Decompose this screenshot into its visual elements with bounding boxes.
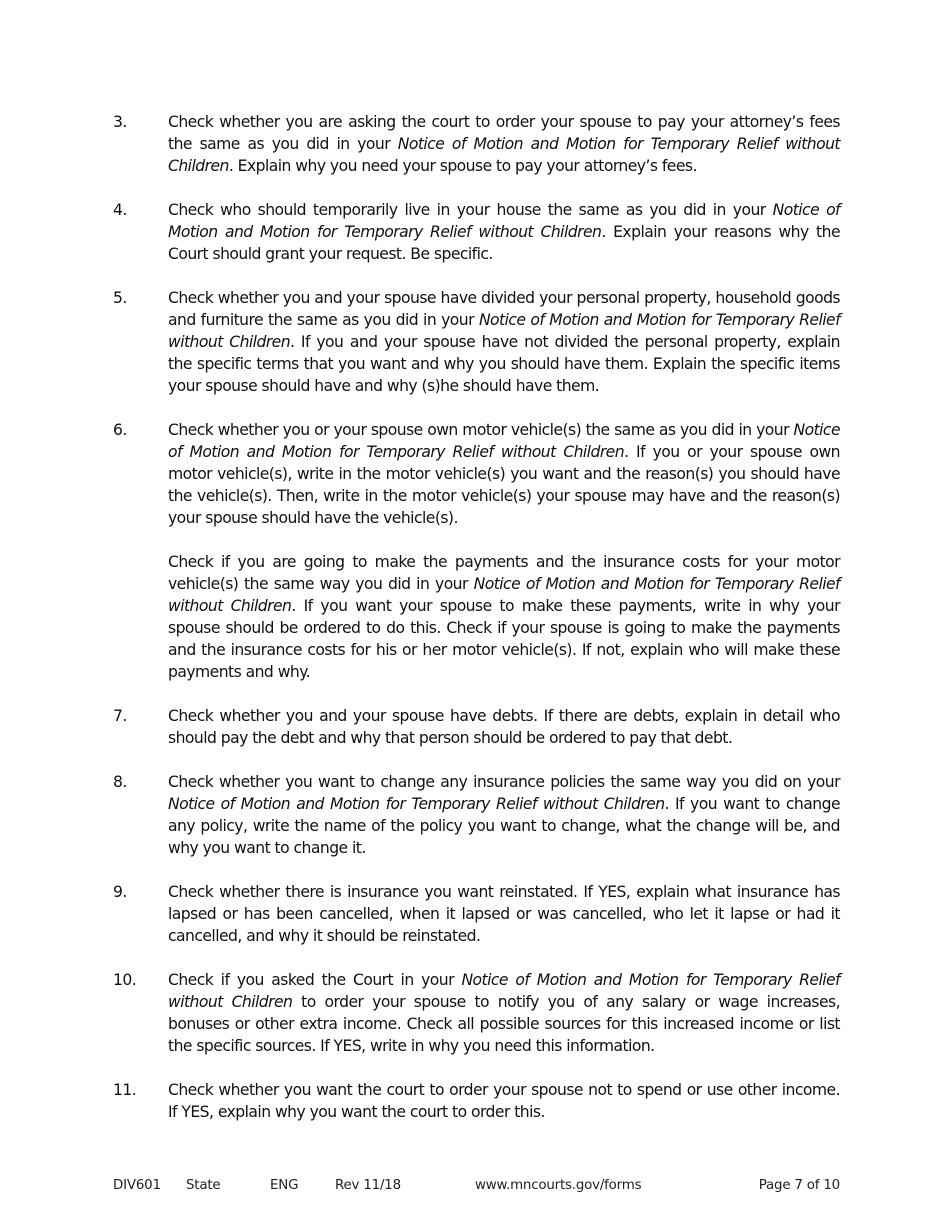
item-number: 8. bbox=[113, 773, 127, 791]
page-footer bbox=[113, 1178, 840, 1198]
item-paragraph bbox=[168, 111, 840, 177]
instruction-item bbox=[113, 287, 840, 397]
form-title-reference: Notice of Motion and Motion for Temporary Relief without Children bbox=[168, 795, 665, 813]
instruction-item bbox=[113, 419, 840, 683]
paragraph-text: Check whether you want the court to order your spouse not to spend or use other income. If YES, explain why you want the court to order this. bbox=[168, 1081, 840, 1121]
paragraph-text: . If you and your spouse have not divided the personal property, explain the specific terms that you want and why you should have them. Explain the specific items your spouse should have and why (s)he should have them. bbox=[168, 333, 840, 395]
footer-form-id: DIV601 bbox=[113, 1178, 161, 1193]
item-body bbox=[168, 287, 840, 397]
instruction-item bbox=[113, 705, 840, 749]
paragraph-text: Check who should temporarily live in your house the same as you did in your bbox=[168, 201, 773, 219]
instruction-item bbox=[113, 111, 840, 177]
instruction-item bbox=[113, 771, 840, 859]
item-number: 4. bbox=[113, 201, 127, 219]
paragraph-text: Check if you asked the Court in your bbox=[168, 971, 462, 989]
footer-language: ENG bbox=[270, 1178, 299, 1193]
item-body bbox=[168, 1079, 840, 1123]
item-body bbox=[168, 199, 840, 265]
paragraph-text: Check whether you or your spouse own motor vehicle(s) the same as you did in your bbox=[168, 421, 794, 439]
form-title-reference: Notice of Motion and Motion for Temporary Relief without Children bbox=[168, 421, 840, 461]
paragraph-text: . Explain why you need your spouse to pay your attorney’s fees. bbox=[228, 157, 697, 175]
item-number: 11. bbox=[113, 1081, 137, 1099]
item-body bbox=[168, 969, 840, 1057]
form-title-reference: Notice of Motion and Motion for Temporary Relief without Children bbox=[168, 311, 841, 351]
item-body bbox=[168, 111, 840, 177]
paragraph-text: . Explain your reasons why the Court should grant your request. Be specific. bbox=[168, 223, 841, 263]
form-title-reference: Notice of Motion and Motion for Temporary Relief without Children bbox=[168, 201, 841, 241]
item-paragraph bbox=[168, 551, 840, 683]
instruction-item bbox=[113, 1079, 840, 1123]
paragraph-text: Check if you are going to make the payments and the insurance costs for your motor vehicle(s) the same way you did in your bbox=[168, 553, 840, 593]
form-title-reference: Notice of Motion and Motion for Temporary Relief without Children bbox=[168, 575, 840, 615]
item-body bbox=[168, 771, 840, 859]
item-number: 3. bbox=[113, 113, 127, 131]
footer-page-number: Page 7 of 10 bbox=[758, 1178, 840, 1193]
item-paragraph bbox=[168, 419, 840, 529]
form-title-reference: Notice of Motion and Motion for Temporary Relief without Children bbox=[168, 971, 840, 1011]
form-title-reference: Notice of Motion and Motion for Temporary Relief without Children bbox=[168, 135, 840, 175]
item-paragraph bbox=[168, 771, 840, 859]
paragraph-text: to order your spouse to notify you of any salary or wage increases, bonuses or other extra income. Check all possible sources for this increased income or list the specific sources. If YES, write in why you need this information. bbox=[168, 993, 840, 1055]
item-number: 7. bbox=[113, 707, 127, 725]
footer-website: www.mncourts.gov/forms bbox=[475, 1178, 642, 1193]
paragraph-text: Check whether there is insurance you want reinstated. If YES, explain what insurance has lapsed or has been cancelled, when it lapsed or was cancelled, who let it lapse or had it cancelled, and why it should be reinstated. bbox=[168, 883, 840, 945]
item-number: 10. bbox=[113, 971, 137, 989]
item-body bbox=[168, 705, 840, 749]
paragraph-text: . If you want to change any policy, write the name of the policy you want to change, what the change will be, and why you want to change it. bbox=[168, 795, 840, 857]
item-body bbox=[168, 881, 840, 947]
item-number: 6. bbox=[113, 421, 127, 439]
item-number: 5. bbox=[113, 289, 127, 307]
footer-revision: Rev 11/18 bbox=[335, 1178, 401, 1193]
item-paragraph bbox=[168, 287, 840, 397]
paragraph-text: . If you or your spouse own motor vehicle(s), write in the motor vehicle(s) you want and the reason(s) you should have the vehicle(s). Then, write in the motor vehicle(s) your spouse may have and the reason(s) your spouse should have the vehicle(s). bbox=[168, 443, 840, 527]
paragraph-text: Check whether you want to change any insurance policies the same way you did on your bbox=[168, 773, 840, 791]
instruction-item bbox=[113, 881, 840, 947]
instruction-item bbox=[113, 199, 840, 265]
item-paragraph bbox=[168, 881, 840, 947]
paragraph-text: Check whether you and your spouse have debts. If there are debts, explain in detail who should pay the debt and why that person should be ordered to pay that debt. bbox=[168, 707, 840, 747]
item-body bbox=[168, 419, 840, 683]
item-paragraph bbox=[168, 199, 840, 265]
footer-jurisdiction: State bbox=[186, 1178, 221, 1193]
instructions-list bbox=[113, 111, 840, 1145]
item-paragraph bbox=[168, 969, 840, 1057]
paragraph-text: Check whether you are asking the court to order your spouse to pay your attorney’s fees the same as you did in your bbox=[168, 113, 840, 153]
item-paragraph bbox=[168, 705, 840, 749]
paragraph-text: . If you want your spouse to make these payments, write in why your spouse should be ordered to do this. Check if your spouse is going to make the payments and the insurance costs for his or her motor vehicle(s). If not, explain who will make these payments and why. bbox=[168, 597, 840, 681]
instruction-item bbox=[113, 969, 840, 1057]
item-number: 9. bbox=[113, 883, 127, 901]
paragraph-text: Check whether you and your spouse have divided your personal property, household goods and furniture the same as you did in your bbox=[168, 289, 840, 329]
item-paragraph bbox=[168, 1079, 840, 1123]
